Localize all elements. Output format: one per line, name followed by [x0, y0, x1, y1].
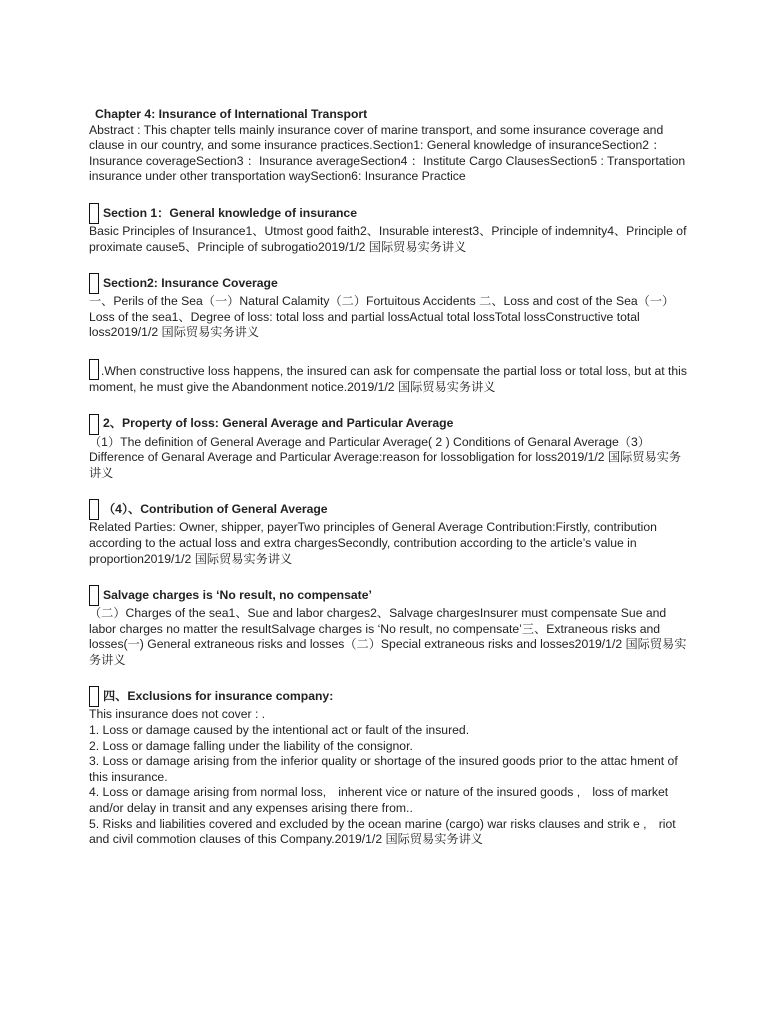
constructive-loss-paragraph	[89, 359, 689, 396]
section-2-title: Section2: Insurance Coverage	[103, 275, 278, 290]
checkbox-icon	[89, 414, 99, 435]
section-1-heading	[89, 203, 689, 224]
section-property-of-loss	[89, 414, 689, 482]
contribution-body: Related Parties: Owner, shipper, payerTwo principles of General Average Contribution:Firstly, contribution according to the actual loss and extra chargesSecondly, contribution according to the article’s value in proportion2019/1/2 国际贸易实务讲义	[89, 520, 657, 566]
checkbox-icon	[89, 585, 99, 606]
section-1-body: Basic Principles of Insurance1、Utmost good faith2、Insurable interest3、Principle of indemnity4、Principle of proximate cause5、Principle of subrogatio2019/1/2 国际贸易实务讲义	[89, 223, 687, 254]
exclusions-line: 3. Loss or damage arising from the inferior quality or shortage of the insured goods prior to the attac hment of this insurance.	[89, 754, 678, 784]
exclusions-line: 1. Loss or damage caused by the intentional act or fault of the insured.	[89, 723, 470, 738]
section-2-body: 一、Perils of the Sea（一）Natural Calamity（二）Fortuitous Accidents 二、Loss and cost of the Sea（一）Loss of the sea1、Degree of loss: total loss and partial lossActual total lossTotal lossConstructive total loss2019/1/2 国际贸易实务讲义	[89, 294, 675, 340]
section-contribution	[89, 499, 689, 567]
section-1-title: Section 1：General knowledge of insurance	[103, 205, 357, 220]
exclusions-line: 5. Risks and liabilities covered and excluded by the ocean marine (cargo) war risks clauses and strik e , riot and civil commotion clauses of this Company.2019/1/2 国际贸易实务讲义	[89, 816, 676, 847]
contribution-heading	[89, 499, 689, 520]
checkbox-icon	[89, 686, 99, 707]
property-of-loss-title: 2、Property of loss: General Average and Particular Average	[103, 416, 454, 431]
exclusions-title: 四、Exclusions for insurance company:	[103, 689, 334, 704]
salvage-title: Salvage charges is ‘No result, no compensate’	[103, 587, 372, 602]
contribution-title: （4）、Contribution of General Average	[103, 502, 328, 517]
checkbox-icon	[89, 499, 99, 520]
checkbox-icon	[89, 273, 99, 294]
property-of-loss-body: （1）The definition of General Average and Particular Average( 2 ) Conditions of Genaral Average（3）Difference of Genaral Average and Particular Average:reason for lossobligation for loss2019/1/2 国际贸易实务讲义	[89, 434, 682, 480]
section-1	[89, 203, 689, 255]
section-2	[89, 273, 689, 341]
exclusions-line: 2. Loss or damage falling under the liability of the consignor.	[89, 738, 413, 753]
salvage-heading	[89, 585, 689, 606]
section-constructive-loss	[89, 359, 689, 396]
abstract-paragraph: Abstract : This chapter tells mainly insurance cover of marine transport, and some insurance coverage and clause in our country, and some insurance practices.Section1: General knowledge of insuranceSection2 ：Insurance coverageSection3 ：Insurance averageSection4 ：Institute Cargo ClausesSection5 : Transportation insurance under other transportation waySection6: Insurance Practice	[89, 122, 686, 184]
section-salvage	[89, 585, 689, 668]
exclusions-line: 4. Loss or damage arising from normal loss, inherent vice or nature of the insured goods , loss of market and/or delay in transit and any expenses arising there from..	[89, 785, 669, 816]
section-2-heading	[89, 273, 689, 294]
document-page	[89, 107, 689, 848]
checkbox-icon	[89, 203, 99, 224]
chapter-title: Chapter 4: Insurance of International Transport	[95, 107, 368, 121]
section-exclusions	[89, 686, 689, 847]
checkbox-icon	[89, 359, 99, 380]
property-of-loss-heading	[89, 414, 689, 435]
salvage-body: （二）Charges of the sea1、Sue and labor charges2、Salvage chargesInsurer must compensate Sue and labor charges no matter the resultSalvage charges is ‘No result, no compensate’三、Extraneous risks and losses(一) General extraneous risks and losses（二）Special extraneous risks and losses2019/1/2 国际贸易实务讲义	[89, 606, 687, 667]
exclusions-heading	[89, 686, 689, 707]
exclusions-line: This insurance does not cover : .	[89, 707, 266, 722]
constructive-loss-text: .When constructive loss happens, the insured can ask for compensate the partial loss or total loss, but at this moment, he must give the Abandonment notice.2019/1/2 国际贸易实务讲义	[89, 363, 687, 394]
